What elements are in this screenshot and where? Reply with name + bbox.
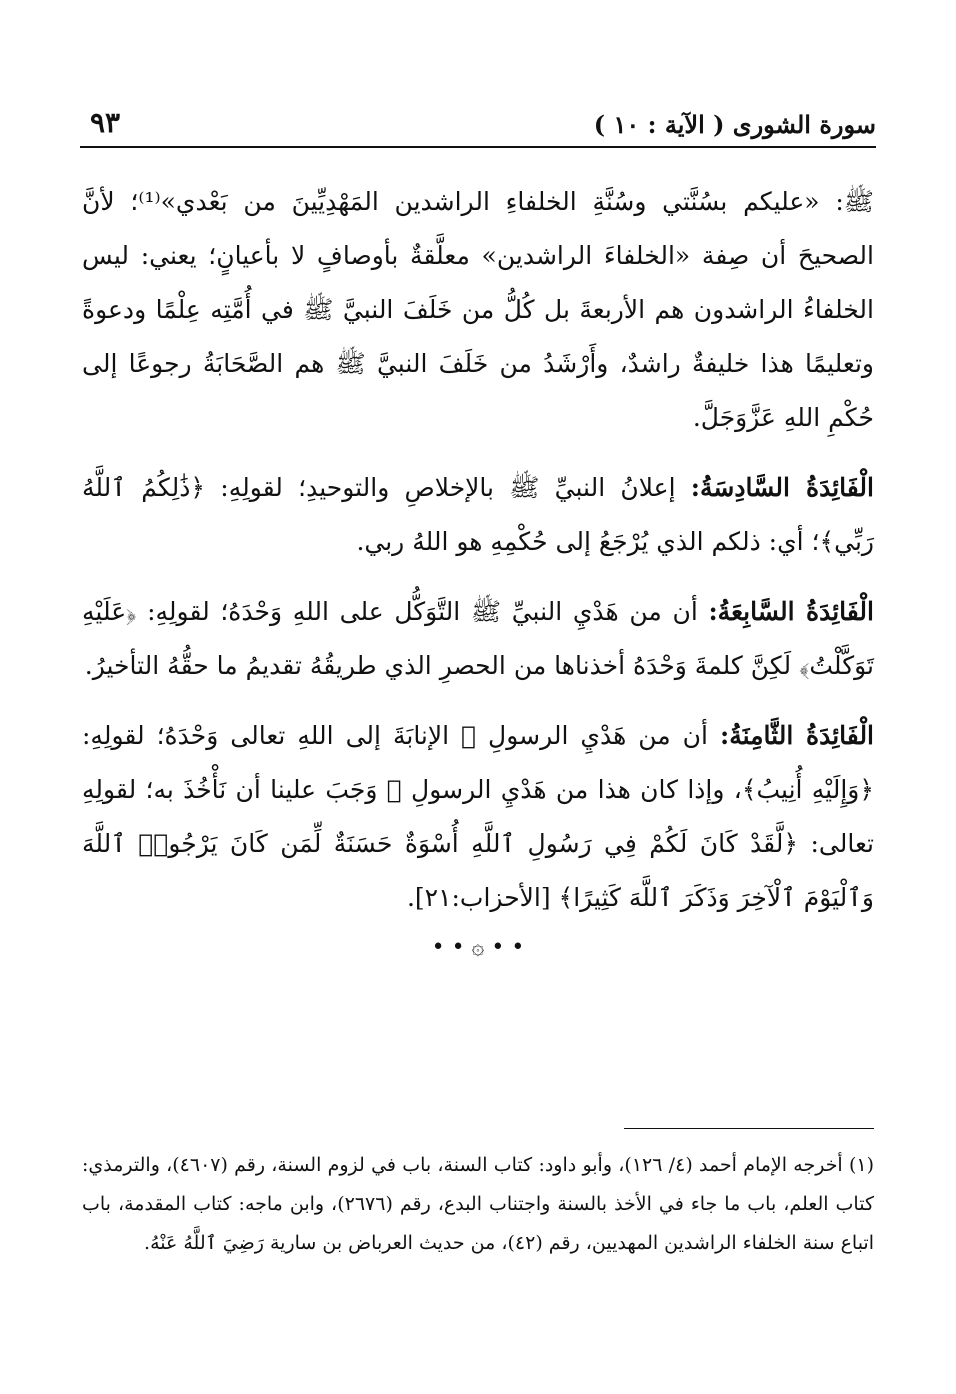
paragraph-text: أن من هَدْيِ النبيِّ ﷺ التَّوَكُّل على اللهِ وَحْدَهُ؛ لقولِهِ: ﴿عَلَيْهِ تَوَكَّلْتُ﴾ لَكِنَّ كلمةَ وَحْدَهُ أخذناها من الحصرِ الذي طريقُهُ تقديمُ ما حقُّهُ التأخيرُ. — [82, 597, 874, 680]
header-rule — [80, 146, 876, 148]
paragraph-1 — [82, 175, 874, 445]
footnote: (١) أخرجه الإمام أحمد (٤/ ١٢٦)، وأبو داود: كتاب السنة، باب في لزوم السنة، رقم (٤٦٠٧)، والترمذي: كتاب العلم، باب ما جاء في الأخذ بالسنة واجتناب البدع، رقم (٢٦٧٦)، وابن ماجه: كتاب المقدمة، باب اتباع سنة الخلفاء الراشدين المهديين، رقم (٤٢)، من حديث العرباض بن سارية رَضِيَ ٱللَّهُ عَنْهُ. — [82, 1154, 875, 1254]
main-text — [82, 175, 874, 941]
page-number: ٩٣ — [90, 106, 121, 139]
paragraph-heading: الْفَائِدَةُ السَّادِسَةُ: — [690, 473, 874, 502]
paragraph-text: ﷺ: «عليكم بسُنَّتي وسُنَّةِ الخلفاءِ الراشدين المَهْدِيِّينَ من بَعْدي»⁽¹⁾؛ لأنَّ الصحيحَ أن صِفة «الخلفاءَ الراشدين» معلَّقةٌ بأوصافٍ لا بأعيانٍ؛ يعني: ليس الخلفاءُ الراشدون هم الأربعةَ بل كُلُّ من خَلَفَ النبيَّ ﷺ في أُمَّتِه عِلْمًا ودعوةً وتعليمًا هذا خليفةٌ راشدٌ، وأَرْشَدُ من خَلَفَ النبيَّ ﷺ هم الصَّحَابَةُ رجوعًا إلى حُكْمِ اللهِ عَزَّوَجَلَّ. — [82, 187, 874, 432]
footnote-rule — [624, 1128, 874, 1129]
paragraph-4 — [82, 709, 874, 925]
paragraph-text: أن من هَدْيِ الرسولِ ﷺ الإنابَةَ إلى اللهِ تعالى وَحْدَهُ؛ لقولِهِ: ﴿وَإِلَيْهِ أُنِيبُ﴾، وإذا كان هذا من هَدْيِ الرسولِ ﷺ وَجَبَ علينا أن نَأْخُذَ به؛ لقولِهِ تعالى: ﴿لَّقَدْ كَانَ لَكُمْ فِي رَسُولِ ٱللَّهِ أُسْوَةٌ حَسَنَةٌ لِّمَن كَانَ يَرْجُوا۟ ٱللَّهَ وَٱلْيَوْمَ ٱلْآخِرَ وَذَكَرَ ٱللَّهَ كَثِيرًا﴾ [الأحزاب:٢١]. — [82, 721, 874, 912]
running-title: سورة الشورى ( الآية : ١٠ ) — [593, 110, 876, 139]
paragraph-heading: الْفَائِدَةُ السَّابِعَةُ: — [708, 597, 874, 626]
section-ornament: • • ۞ • • — [431, 935, 525, 960]
paragraph-heading: الْفَائِدَةُ الثَّامِنَةُ: — [719, 721, 875, 750]
paragraph-3 — [82, 585, 874, 693]
paragraph-2 — [82, 461, 874, 569]
page-header — [80, 96, 876, 148]
paragraph-text: إعلانُ النبيِّ ﷺ بالإخلاصِ والتوحيدِ؛ لقولِهِ: ﴿ذَٰلِكُمُ ٱللَّهُ رَبِّي﴾؛ أي: ذلكم الذي يُرْجَعُ إلى حُكْمِهِ هو اللهُ ربي. — [82, 473, 874, 556]
